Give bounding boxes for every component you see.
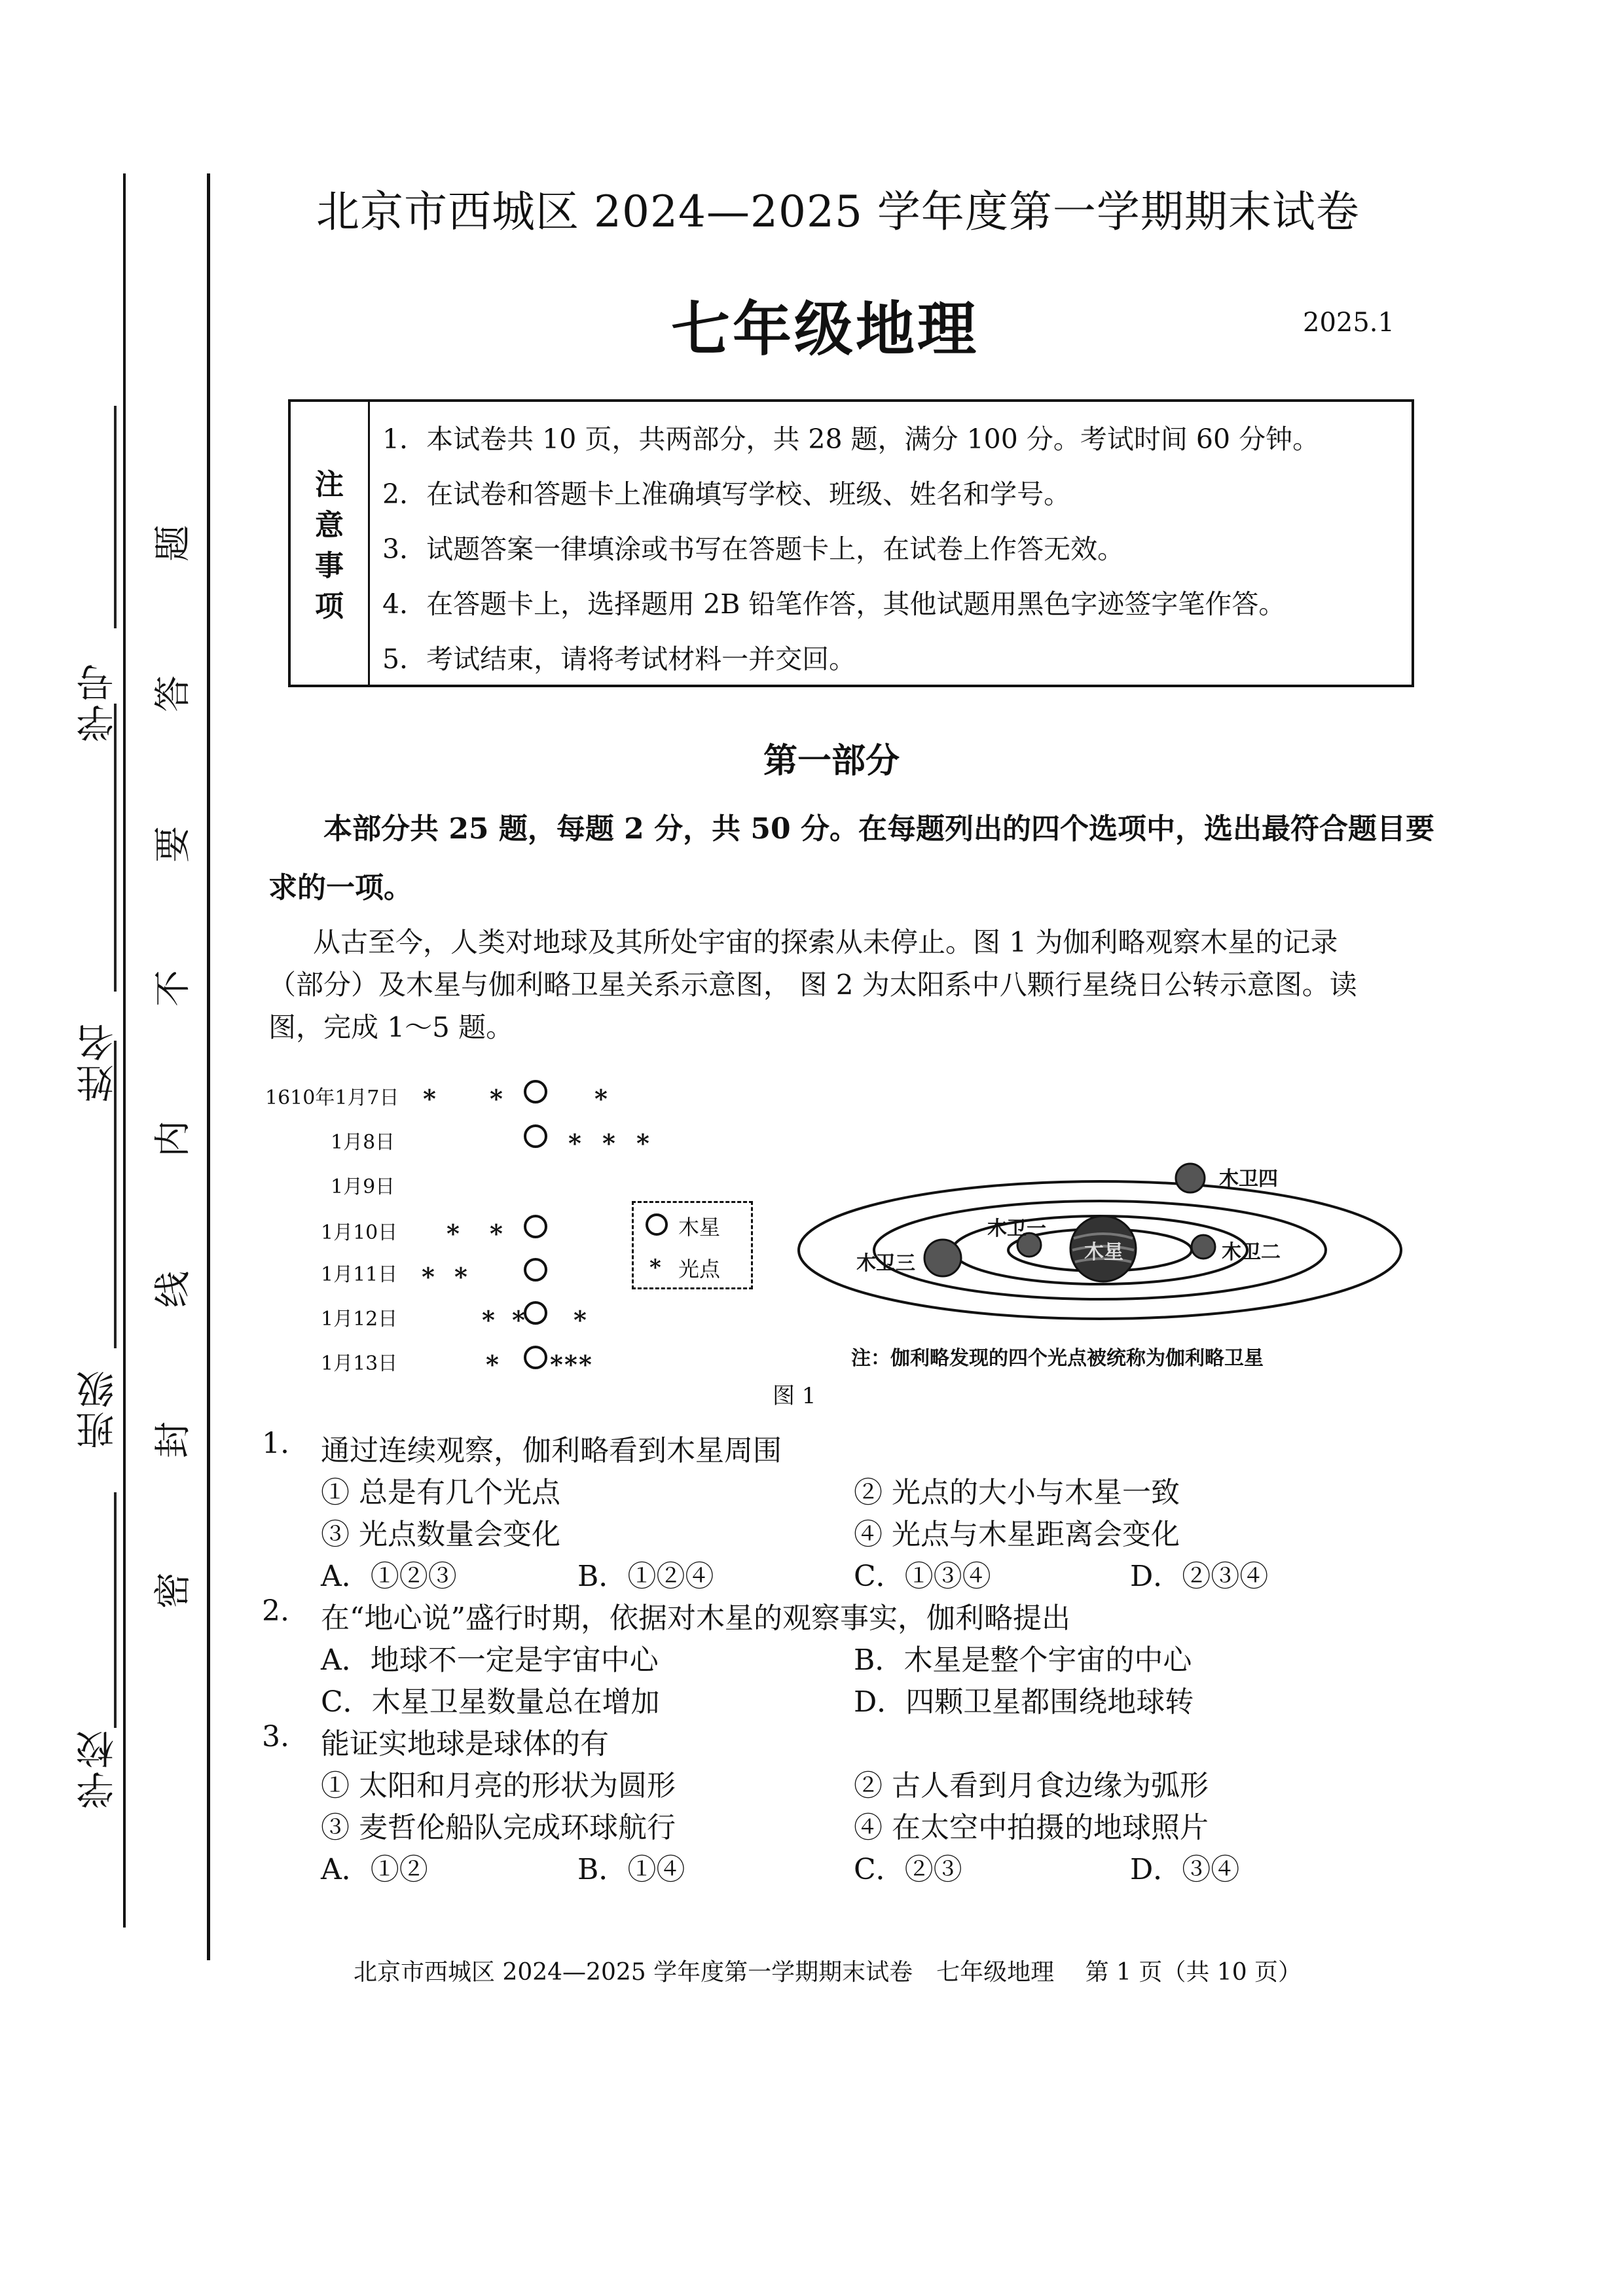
statement-item: ④ 在太空中拍摄的地球照片 [854,1811,1209,1844]
obs-date: 1610年1月7日 [265,1086,399,1109]
seal-char-4: 内 [152,1121,194,1157]
margin-line-right [207,173,210,1960]
notice-head-char: 意 [315,509,344,542]
figure-caption: 图 1 [773,1383,816,1409]
light-point: * [490,1084,503,1113]
moon-ganymede [924,1240,961,1276]
light-point: * [423,1084,436,1113]
part-intro-line: 求的一项。 [268,871,412,905]
question-stem: 能证实地球是球体的有 [321,1727,609,1761]
passage-line: 从古至今，人类对地球及其所处宇宙的探索从未停止。图 1 为伽利略观察木星的记录 [313,926,1338,958]
part-one-title: 第一部分 [763,741,900,781]
light-point: * [512,1305,525,1335]
statement-item: ② 光点的大小与木星一致 [854,1476,1180,1509]
moon-europa [1192,1235,1215,1259]
statement-item: ① 太阳和月亮的形状为圆形 [321,1769,676,1803]
statement-item: ② 古人看到月食边缘为弧形 [854,1769,1209,1803]
jupiter-symbol [524,1258,547,1282]
answer-option: B．①④ [577,1853,685,1886]
seal-char-7: 答 [152,675,194,712]
name-slot-student-id [114,406,117,628]
page-footer: 北京市西城区 2024—2025 学年度第一学期期末试卷 七年级地理 第 1 页（共 10 页） [354,1959,1302,1986]
margin-label-student-id: 学号 [76,661,120,742]
light-point: * [568,1128,581,1158]
answer-option: C．①③④ [854,1560,991,1593]
answer-option: D．③④ [1130,1853,1240,1886]
light-point: * [579,1350,592,1379]
exam-date: 2025.1 [1303,308,1395,338]
legend-point-label: 光点 [678,1257,721,1282]
moon-callisto [1176,1164,1205,1193]
question-number: 2. [262,1594,289,1628]
notice-item: 1．本试卷共 10 页，共两部分，共 28 题，满分 100 分。考试时间 60 分钟。 [382,423,1320,455]
obs-date: 1月11日 [321,1263,398,1286]
jupiter-symbol [524,1301,547,1325]
light-point: * [550,1350,563,1379]
question-number: 1. [262,1427,289,1460]
passage-line: 图，完成 1～5 题。 [268,1011,514,1043]
name-slot-name [114,704,117,992]
answer-option: B．①②④ [577,1560,714,1593]
light-point: * [564,1350,577,1379]
answer-option: D．②③④ [1130,1560,1269,1593]
notice-item: 5．考试结束，请将考试材料一并交回。 [382,643,856,675]
notice-head-char: 注 [315,468,344,501]
light-point: * [490,1219,503,1248]
seal-char-8: 题 [152,525,194,562]
seal-char-6: 要 [152,826,194,863]
legend-jupiter-label: 木星 [678,1215,721,1240]
light-point: * [482,1305,495,1335]
answer-option: A．地球不一定是宇宙中心 [321,1643,659,1677]
legend-point-symbol: * [649,1255,661,1281]
jupiter-label: 木星 [1084,1241,1123,1264]
statement-item: ③ 麦哲伦船队完成环球航行 [321,1811,676,1844]
moon-label-ganymede: 木卫三 [856,1252,915,1275]
figure-note: 注：伽利略发现的四个光点被统称为伽利略卫星 [851,1347,1264,1370]
jupiter-symbol [524,1215,547,1238]
margin-label-name: 姓名 [76,1021,120,1102]
notice-item: 4．在答题卡上，选择题用 2B 铅笔作答，其他试题用黑色字迹签字笔作答。 [382,588,1286,620]
exam-title: 北京市西城区 2024—2025 学年度第一学期期末试卷 [316,187,1360,237]
answer-option: C．木星卫星数量总在增加 [321,1685,660,1719]
question-stem: 在“地心说”盛行时期，依据对木星的观察事实，伽利略提出 [321,1602,1070,1635]
seal-char-3: 线 [152,1271,194,1308]
statement-item: ④ 光点与木星距离会变化 [854,1518,1180,1551]
light-point: * [447,1219,460,1248]
jupiter-symbol [524,1346,547,1369]
light-point: * [636,1128,649,1158]
answer-option: D．四颗卫星都围绕地球转 [854,1685,1194,1719]
moon-label-io: 木卫一 [987,1217,1046,1240]
light-point: * [574,1305,587,1335]
name-slot-school [114,1492,117,1728]
obs-date: 1月8日 [331,1131,395,1154]
margin-label-school: 学校 [76,1728,120,1809]
seal-char-1: 密 [152,1572,194,1609]
moon-label-europa: 木卫二 [1222,1241,1281,1264]
statement-item: ① 总是有几个光点 [321,1476,560,1509]
answer-option: A．①② [321,1853,428,1886]
light-point: * [422,1262,435,1291]
obs-date: 1月10日 [321,1221,398,1244]
moon-label-callisto: 木卫四 [1219,1168,1278,1191]
notice-box [288,399,1414,687]
light-point: * [486,1350,499,1379]
subject-title: 七年级地理 [671,295,979,364]
light-point: * [594,1084,608,1113]
jupiter-symbol [524,1080,547,1103]
seal-char-5: 不 [152,970,194,1007]
answer-option: C．②③ [854,1853,962,1886]
question-stem: 通过连续观察，伽利略看到木星周围 [321,1434,782,1467]
obs-date: 1月13日 [321,1352,398,1375]
obs-date: 1月12日 [321,1308,398,1331]
answer-option: B．木星是整个宇宙的中心 [854,1643,1192,1677]
legend-jupiter-symbol [646,1213,668,1236]
margin-label-class: 班级 [76,1368,120,1449]
passage-line: （部分）及木星与伽利略卫星关系示意图， 图 2 为太阳系中八颗行星绕日公转示意图。读 [268,969,1357,1001]
notice-head-char: 项 [315,590,344,623]
notice-head [291,402,370,685]
obs-date: 1月9日 [331,1175,395,1198]
answer-option: A．①②③ [321,1560,457,1593]
seal-char-2: 封 [152,1422,194,1458]
jupiter-symbol [524,1124,547,1148]
figure-legend [632,1201,753,1289]
part-intro-line: 本部分共 25 题，每题 2 分，共 50 分。在每题列出的四个选项中，选出最符合题目要 [323,812,1434,846]
notice-item: 3．试题答案一律填涂或书写在答题卡上，在试卷上作答无效。 [382,533,1125,565]
question-number: 3. [262,1720,289,1753]
statement-item: ③ 光点数量会变化 [321,1518,560,1551]
notice-head-char: 事 [315,549,344,583]
notice-item: 2．在试卷和答题卡上准确填写学校、班级、姓名和学号。 [382,478,1071,510]
light-point: * [602,1128,615,1158]
light-point: * [454,1262,467,1291]
